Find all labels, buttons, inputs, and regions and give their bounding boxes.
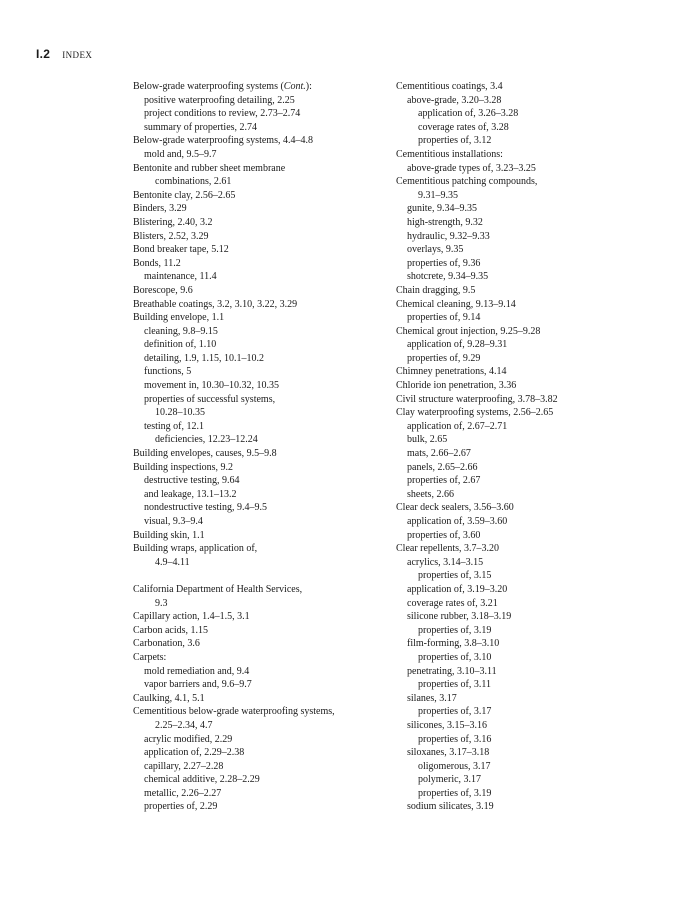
index-entry: maintenance, 11.4 [144,271,217,283]
index-entry: sheets, 2.66 [407,488,454,500]
index-entry: Bond breaker tape, 5.12 [133,244,229,256]
index-entry: sodium silicates, 3.19 [407,801,494,813]
index-entry: capillary, 2.27–2.28 [144,760,224,772]
index-entry: Carbon acids, 1.15 [133,624,208,636]
index-entry: properties of, 3.11 [418,679,491,691]
index-entry: application of, 2.67–2.71 [407,420,508,432]
index-entry: destructive testing, 9.64 [144,475,240,487]
index-entry: Blistering, 2.40, 3.2 [133,216,213,228]
index-entry: properties of, 9.36 [407,257,481,269]
index-entry: movement in, 10.30–10.32, 10.35 [144,380,279,392]
index-entry: vapor barriers and, 9.6–9.7 [144,679,252,691]
index-entry: coverage rates of, 3.28 [418,121,509,133]
index-entry: properties of, 3.15 [418,570,492,582]
index-entry: Building envelope, 1.1 [133,312,225,324]
index-entry: Chemical grout injection, 9.25–9.28 [396,325,541,337]
page-header [36,47,92,61]
index-entry: and leakage, 13.1–13.2 [144,488,237,500]
index-entry: high-strength, 9.32 [407,216,483,228]
index-entry: Building wraps, application of, [133,543,258,555]
index-entry: gunite, 9.34–9.35 [407,203,477,215]
index-entry: acrylics, 3.14–3.15 [407,556,484,568]
page-number: I.2 [36,47,51,61]
index-entry: Building skin, 1.1 [133,529,205,541]
index-entry: Chloride ion penetration, 3.36 [396,380,517,392]
index-entry: project conditions to review, 2.73–2.74 [144,108,301,120]
index-column-left [133,80,393,814]
index-entry: Civil structure waterproofing, 3.78–3.82 [396,393,558,405]
index-entry: properties of, 9.29 [407,352,481,364]
index-entry: hydraulic, 9.32–9.33 [407,230,490,242]
index-entry: oligomerous, 3.17 [418,760,491,772]
index-entry: Building envelopes, causes, 9.5–9.8 [133,448,277,460]
index-entry: deficiencies, 12.23–12.24 [155,434,258,446]
index-entry: Cementitious installations: [396,148,503,160]
index-entry: properties of, 3.17 [418,706,492,718]
index-entry: properties of, 9.14 [407,312,481,324]
index-entry: Building inspections, 9.2 [133,461,233,473]
index-entry: properties of, 3.10 [418,651,492,663]
index-entry: overlays, 9.35 [407,244,464,256]
index-entry: cleaning, 9.8–9.15 [144,325,218,337]
index-entry: application of, 9.28–9.31 [407,339,508,351]
index-entry: metallic, 2.26–2.27 [144,787,222,799]
index-entry: Cementitious patching compounds, [396,176,538,188]
index-entry: properties of, 3.19 [418,787,492,799]
index-entry: visual, 9.3–9.4 [144,516,203,527]
index-entry: chemical additive, 2.28–2.29 [144,774,260,786]
index-entry: properties of, 3.16 [418,733,492,745]
index-entry: siloxanes, 3.17–3.18 [407,747,490,759]
index-entry: penetrating, 3.10–3.11 [407,665,497,677]
index-column-right [396,80,656,814]
index-entry: nondestructive testing, 9.4–9.5 [144,502,268,514]
index-entry: Clay waterproofing systems, 2.56–2.65 [396,407,554,419]
index-entry: acrylic modified, 2.29 [144,733,233,745]
index-entry: 9.31–9.35 [418,189,458,201]
index-entry: testing of, 12.1 [144,420,204,432]
index-entry: Bentonite and rubber sheet membrane [133,162,286,174]
index-entry: summary of properties, 2.74 [144,121,258,133]
index-entry: panels, 2.65–2.66 [407,461,478,473]
index-entry: properties of, 3.60 [407,529,481,541]
index-entry: Carpets: [133,651,167,663]
index-entry: silicone rubber, 3.18–3.19 [407,611,512,623]
index-entry: shotcrete, 9.34–9.35 [407,271,489,283]
index-entry: Clear repellents, 3.7–3.20 [396,543,500,555]
index-entry: properties of, 3.12 [418,135,492,147]
index-entry: Carbonation, 3.6 [133,638,200,650]
index-entry: silanes, 3.17 [407,692,457,704]
index-entry: Below-grade waterproofing systems (Cont.): [133,81,312,92]
index-entry: application of, 2.29–2.38 [144,747,245,759]
index-entry: application of, 3.19–3.20 [407,583,508,595]
index-entry: Cementitious below-grade waterproofing systems, [133,706,335,718]
index-entry: positive waterproofing detailing, 2.25 [144,94,295,106]
index-entry: mats, 2.66–2.67 [407,448,471,460]
index-entry [133,569,393,583]
index-entry: definition of, 1.10 [144,339,217,351]
section-label: INDEX [62,50,93,60]
index-entry: Caulking, 4.1, 5.1 [133,692,205,704]
index-entry: 10.28–10.35 [155,407,205,419]
index-entry: mold and, 9.5–9.7 [144,148,217,160]
index-entry: application of, 3.26–3.28 [418,108,519,120]
index-entry: Capillary action, 1.4–1.5, 3.1 [133,611,250,623]
index-entry: polymeric, 3.17 [418,774,482,786]
index-entry: detailing, 1.9, 1.15, 10.1–10.2 [144,352,264,364]
index-entry: California Department of Health Services, [133,583,303,595]
index-entry: properties of successful systems, [144,393,276,405]
index-entry: Binders, 3.29 [133,203,187,215]
index-entry: Cementitious coatings, 3.4 [396,81,503,92]
index-entry: application of, 3.59–3.60 [407,516,508,527]
index-entry: film-forming, 3.8–3.10 [407,638,500,650]
index-entry: above-grade types of, 3.23–3.25 [407,162,536,174]
index-entry: 4.9–4.11 [155,556,190,568]
index-entry: Clear deck sealers, 3.56–3.60 [396,502,514,514]
index-entry: combinations, 2.61 [155,176,232,188]
index-entry: 2.25–2.34, 4.7 [155,719,213,731]
index-entry: bulk, 2.65 [407,434,448,446]
index-entry: properties of, 3.19 [418,624,492,636]
index-entry: 9.3 [155,597,168,609]
index-entry: properties of, 2.67 [407,475,481,487]
index-entry: Below-grade waterproofing systems, 4.4–4.8 [133,135,313,147]
index-entry: coverage rates of, 3.21 [407,597,498,609]
index-entry: Chain dragging, 9.5 [396,284,476,296]
index-entry: Breathable coatings, 3.2, 3.10, 3.22, 3.29 [133,298,298,310]
index-entry: Bonds, 11.2 [133,257,181,269]
index-entry: functions, 5 [144,366,192,378]
index-entry: above-grade, 3.20–3.28 [407,94,502,106]
index-entry: Borescope, 9.6 [133,284,193,296]
index-entry: Chemical cleaning, 9.13–9.14 [396,298,516,310]
index-entry: properties of, 2.29 [144,801,218,813]
index-entry: Chimney penetrations, 4.14 [396,366,507,378]
index-entry: Blisters, 2.52, 3.29 [133,230,209,242]
index-entry: Bentonite clay, 2.56–2.65 [133,189,236,201]
index-entry: silicones, 3.15–3.16 [407,719,487,731]
index-entry: mold remediation and, 9.4 [144,665,250,677]
